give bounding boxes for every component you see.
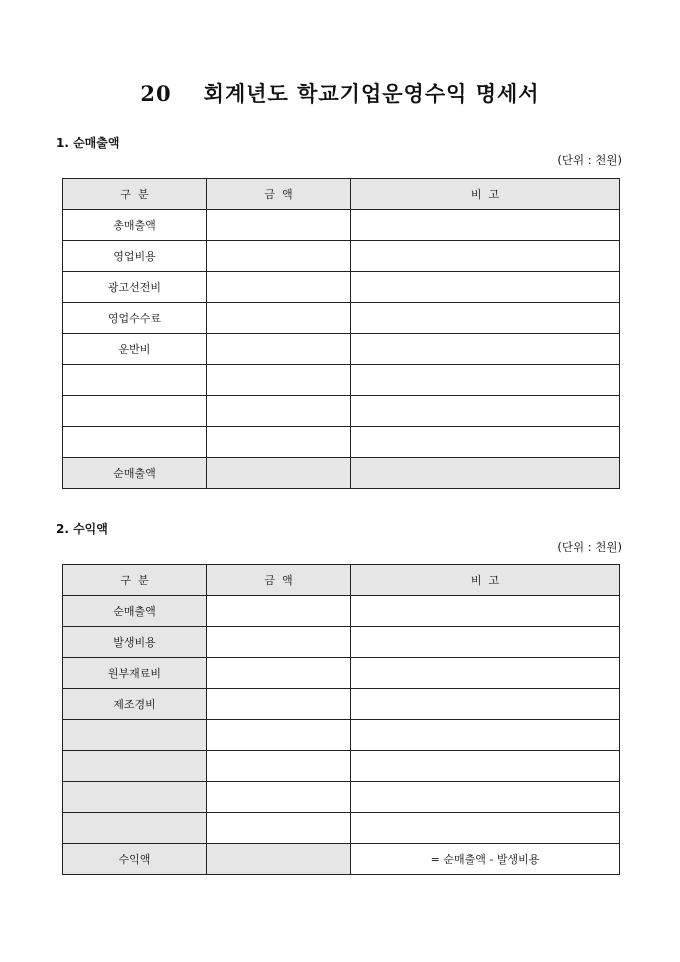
note-cell[interactable] bbox=[351, 751, 620, 782]
total-note-cell[interactable] bbox=[351, 458, 620, 489]
table-row bbox=[63, 396, 620, 427]
net-sales-table bbox=[62, 178, 620, 489]
amount-cell[interactable] bbox=[207, 427, 351, 458]
row-label: 순매출액 bbox=[63, 596, 207, 627]
note-cell[interactable] bbox=[351, 272, 620, 303]
amount-cell[interactable] bbox=[207, 396, 351, 427]
table-row bbox=[63, 241, 620, 272]
table-row bbox=[63, 782, 620, 813]
note-cell[interactable] bbox=[351, 241, 620, 272]
row-label[interactable] bbox=[63, 427, 207, 458]
amount-cell[interactable] bbox=[207, 627, 351, 658]
amount-cell[interactable] bbox=[207, 241, 351, 272]
header-note: 비 고 bbox=[351, 565, 620, 596]
row-label[interactable] bbox=[63, 396, 207, 427]
amount-cell[interactable] bbox=[207, 596, 351, 627]
table-row bbox=[63, 210, 620, 241]
note-cell[interactable] bbox=[351, 334, 620, 365]
amount-cell[interactable] bbox=[207, 782, 351, 813]
table-row bbox=[63, 427, 620, 458]
total-row bbox=[63, 458, 620, 489]
amount-cell[interactable] bbox=[207, 720, 351, 751]
row-label[interactable] bbox=[63, 813, 207, 844]
amount-cell[interactable] bbox=[207, 210, 351, 241]
row-label: 제조경비 bbox=[63, 689, 207, 720]
note-cell[interactable] bbox=[351, 782, 620, 813]
row-label: 영업비용 bbox=[63, 241, 207, 272]
fiscal-year: 20 bbox=[140, 81, 172, 106]
total-label: 수익액 bbox=[63, 844, 207, 875]
row-label[interactable] bbox=[63, 751, 207, 782]
amount-cell[interactable] bbox=[207, 813, 351, 844]
note-cell[interactable] bbox=[351, 689, 620, 720]
note-cell[interactable] bbox=[351, 813, 620, 844]
note-cell[interactable] bbox=[351, 303, 620, 334]
profit-table bbox=[62, 564, 620, 875]
total-note-formula: = 순매출액 - 발생비용 bbox=[351, 844, 620, 875]
header-category: 구 분 bbox=[63, 565, 207, 596]
row-label: 광고선전비 bbox=[63, 272, 207, 303]
table-header-row bbox=[63, 565, 620, 596]
note-cell[interactable] bbox=[351, 627, 620, 658]
row-label: 운반비 bbox=[63, 334, 207, 365]
note-cell[interactable] bbox=[351, 365, 620, 396]
total-amount-cell[interactable] bbox=[207, 458, 351, 489]
table-header-row bbox=[63, 179, 620, 210]
table-row bbox=[63, 720, 620, 751]
section2-unit: (단위 : 천원) bbox=[557, 540, 622, 554]
row-label[interactable] bbox=[63, 720, 207, 751]
note-cell[interactable] bbox=[351, 427, 620, 458]
total-row bbox=[63, 844, 620, 875]
section1-heading: 1. 순매출액 bbox=[56, 136, 120, 150]
title-text: 회계년도 학교기업운영수익 명세서 bbox=[203, 81, 540, 106]
table-row bbox=[63, 334, 620, 365]
note-cell[interactable] bbox=[351, 210, 620, 241]
table-row bbox=[63, 272, 620, 303]
amount-cell[interactable] bbox=[207, 303, 351, 334]
table-row bbox=[63, 813, 620, 844]
table-row bbox=[63, 627, 620, 658]
header-category: 구 분 bbox=[63, 179, 207, 210]
row-label: 발생비용 bbox=[63, 627, 207, 658]
total-label: 순매출액 bbox=[63, 458, 207, 489]
table-row bbox=[63, 303, 620, 334]
section1-unit: (단위 : 천원) bbox=[557, 153, 622, 167]
note-cell[interactable] bbox=[351, 720, 620, 751]
row-label[interactable] bbox=[63, 782, 207, 813]
total-amount-cell[interactable] bbox=[207, 844, 351, 875]
table-row bbox=[63, 689, 620, 720]
table-row bbox=[63, 751, 620, 782]
table-row bbox=[63, 596, 620, 627]
table-row bbox=[63, 658, 620, 689]
amount-cell[interactable] bbox=[207, 272, 351, 303]
row-label: 원부재료비 bbox=[63, 658, 207, 689]
header-amount: 금 액 bbox=[207, 179, 351, 210]
row-label: 총매출액 bbox=[63, 210, 207, 241]
row-label[interactable] bbox=[63, 365, 207, 396]
table-row bbox=[63, 365, 620, 396]
row-label: 영업수수료 bbox=[63, 303, 207, 334]
amount-cell[interactable] bbox=[207, 658, 351, 689]
amount-cell[interactable] bbox=[207, 365, 351, 396]
amount-cell[interactable] bbox=[207, 751, 351, 782]
section2-heading: 2. 수익액 bbox=[56, 522, 108, 536]
amount-cell[interactable] bbox=[207, 334, 351, 365]
page-title bbox=[0, 78, 680, 108]
header-amount: 금 액 bbox=[207, 565, 351, 596]
note-cell[interactable] bbox=[351, 658, 620, 689]
header-note: 비 고 bbox=[351, 179, 620, 210]
note-cell[interactable] bbox=[351, 596, 620, 627]
note-cell[interactable] bbox=[351, 396, 620, 427]
amount-cell[interactable] bbox=[207, 689, 351, 720]
